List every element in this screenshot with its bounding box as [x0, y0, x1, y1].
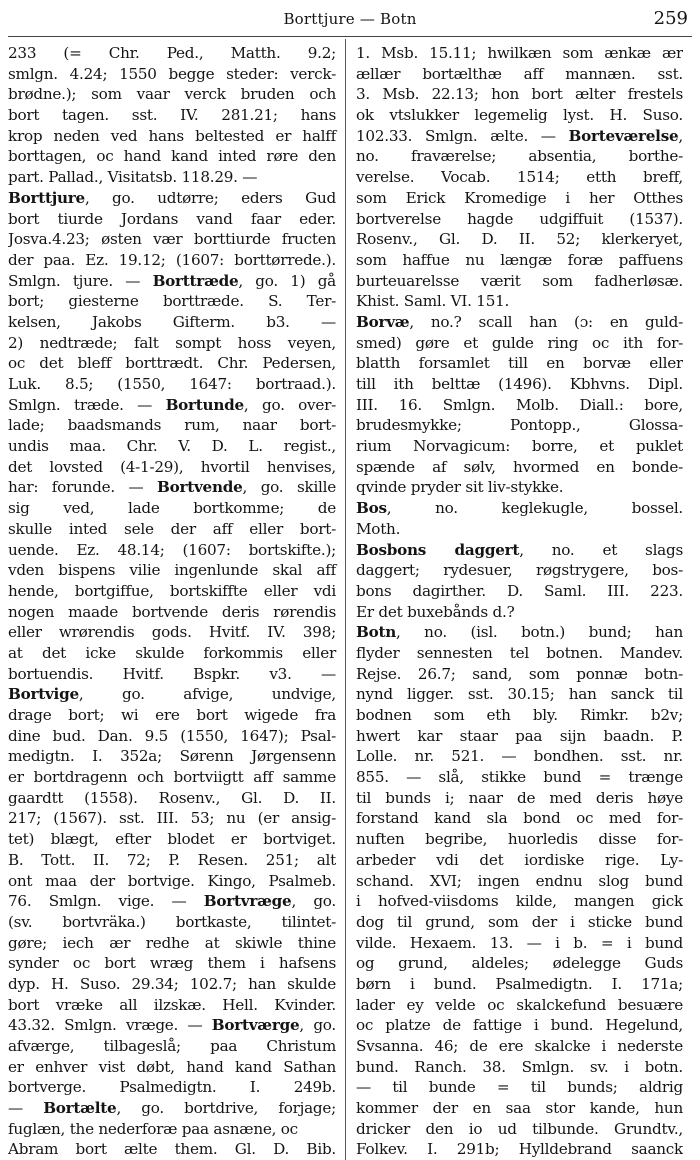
text-line: Bortvige, go. afvige, undvige,: [8, 685, 336, 704]
text-line: kommer der en saa stor kande, hun: [356, 1099, 683, 1118]
text-line: i hofved-viisdoms kilde, mangen gick: [356, 892, 683, 911]
text-line: Abram bort ælte them. Gl. D. Bib.: [8, 1140, 336, 1159]
text-line: fuglæn, the nederforæ paa asnæne, oc: [8, 1119, 298, 1138]
text-line: arbeder vdi det iordiske rige. Ly-: [356, 850, 683, 869]
text-line: bort tagen. sst. IV. 281.21; hans: [8, 106, 336, 125]
text-line: dyp. H. Suso. 29.34; 102.7; han skulde: [8, 974, 336, 993]
left-column: [8, 43, 345, 1160]
text-line: spænde af sølv, hvormed en bonde-: [356, 457, 683, 476]
text-line: till ith belttæ (1496). Kbhvns. Dipl.: [356, 375, 683, 393]
text-line: Rejse. 26.7; sand, som ponnæ botn-: [356, 664, 683, 683]
text-line: Borvæ, no.? scall han (ɔ: en guld-: [356, 312, 683, 331]
text-line: medigtn. I. 352a; Sørenn Jørgensenn: [8, 747, 336, 766]
text-line: qvinde pryder sit liv-stykke.: [356, 478, 564, 497]
text-line: undis maa. Chr. V. D. L. regist.,: [8, 437, 336, 456]
text-line: 102.33. Smlgn. ælte. — Borteværelse,: [356, 126, 683, 145]
text-line: Khist. Saml. VI. 151.: [356, 292, 510, 311]
text-line: at det icke skulde forkommis eller: [8, 643, 336, 662]
headword: Bortvræge: [203, 892, 292, 911]
text-line: skulle inted sele der aff eller bort-: [8, 519, 336, 538]
text-line: Botn, no. (isl. botn.) bund; han: [356, 623, 683, 642]
text-line: Rosenv., Gl. D. II. 52; klerkeryet,: [356, 230, 683, 249]
text-line: hende, bortgiffue, bortskiffte eller vdi: [8, 581, 336, 600]
text-line: nogen maade bortvende deris rørendis: [8, 602, 336, 621]
text-line: som Erick Kromedige i her Otthes: [356, 188, 683, 207]
text-line: kelsen, Jakobs Gifterm. b3. —: [8, 312, 336, 331]
text-line: Josva.4.23; østen vær borttiurde fructen: [8, 230, 336, 249]
text-line: smed) gøre et gulde ring oc ith for-: [356, 333, 683, 352]
running-header: [8, 6, 692, 37]
text-line: flyder sennesten tel botnen. Mandev.: [356, 643, 683, 662]
text-line: Bos, no. keglekugle, bossel.: [356, 499, 683, 518]
text-line: lader ey velde oc skalckefund besuære: [356, 995, 683, 1014]
right-column: [346, 43, 683, 1160]
text-line: Moth.: [356, 519, 401, 538]
text-line: dine bud. Dan. 9.5 (1550, 1647); Psal-: [8, 726, 336, 745]
text-line: smlgn. 4.24; 1550 begge steder: verck-: [8, 64, 336, 83]
text-line: Bosbons daggert, no. et slags: [356, 540, 683, 559]
headword: Bos: [356, 499, 387, 518]
headword: Borttjure: [8, 188, 85, 207]
headword: Bortvende: [157, 478, 243, 497]
text-line: 855. — slå, stikke bund = trænge: [356, 768, 683, 787]
text-line: part. Pallad., Visitatsb. 118.29. —: [8, 168, 258, 187]
text-line: B. Tott. II. 72; P. Resen. 251; alt: [8, 850, 336, 869]
text-line: 3. Msb. 22.13; hon bort ælter frestels: [356, 85, 683, 104]
text-line: 43.32. Smlgn. vræge. — Bortværge, go.: [8, 1016, 336, 1035]
text-line: ont maa der bortvige. Kingo, Psalmeb.: [8, 871, 336, 890]
text-line: Luk. 8.5; (1550, 1647: bortraad.).: [8, 375, 336, 393]
text-line: bodnen som eth bly. Rimkr. b2v;: [356, 706, 683, 724]
text-line: (sv. bortvräka.) bortkaste, tilintet-: [8, 912, 336, 931]
text-line: 233 (= Chr. Ped., Matth. 9.2;: [8, 44, 336, 62]
running-head-title: Borttjure — Botn: [283, 10, 417, 28]
headword: Bosbons daggert: [356, 540, 520, 559]
text-line: vden bispens vilie ingenlunde skal aff: [8, 561, 336, 580]
text-line: no. fraværelse; absentia, borthe-: [356, 147, 683, 166]
headword: Bortunde: [165, 395, 244, 414]
text-line: og grund, aldeles; ødelegge Guds: [356, 954, 683, 973]
text-line: børn i bund. Psalmedigtn. I. 171a;: [356, 974, 683, 993]
text-line: 1. Msb. 15.11; hwilkæn som ænkæ ær: [356, 44, 683, 62]
text-line: tet) blægt, efter blodet er bortviget.: [8, 830, 336, 849]
text-line: er enhver vist døbt, hand kand Sathan: [8, 1057, 336, 1076]
text-line: brudesmykke; Pontopp., Glossa-: [356, 416, 683, 435]
text-line: schand. XVI; ingen endnu slog bund: [356, 871, 683, 890]
text-line: til bunds i; naar de med deris høye: [356, 788, 683, 807]
text-line: bort; giesterne borttræde. S. Ter-: [8, 292, 336, 311]
text-line: bortverelse hagde udgiffuit (1537).: [356, 209, 683, 228]
headword: Borteværelse: [568, 126, 679, 145]
text-line: det lovsted (4-1-29), hvortil henvises,: [8, 457, 336, 476]
headword: Bortælte: [43, 1099, 117, 1118]
text-line: dricker den io ud tilbunde. Grundtv.,: [356, 1119, 683, 1138]
text-line: Er det buxebånds d.?: [356, 602, 515, 621]
text-line: Smlgn. træde. — Bortunde, go. over-: [8, 395, 336, 414]
text-line: brødne.); som vaar verck bruden och: [8, 85, 336, 104]
text-line: eller wrørendis gods. Hvitf. IV. 398;: [8, 623, 336, 642]
text-line: dog til grund, som der i sticke bund: [356, 912, 683, 931]
text-line: nuften begribe, huorledis disse for-: [356, 830, 683, 849]
text-line: gaardtt (1558). Rosenv., Gl. D. II.: [8, 788, 336, 807]
headword: Borvæ: [356, 312, 410, 331]
text-line: rium Norvagicum: borre, et puklet: [356, 437, 683, 456]
text-line: — til bunde = til bunds; aldrig: [356, 1078, 683, 1097]
text-line: hwert kar staar paa sijn baadn. P.: [356, 726, 683, 745]
text-line: gøre; iech ær redhe at skiwle thine: [8, 933, 336, 952]
headword: Bortværge: [211, 1016, 300, 1035]
text-line: bort tiurde Jordans vand faar eder.: [8, 209, 336, 228]
text-line: bort vræke all ilzskæ. Hell. Kvinder.: [8, 995, 336, 1014]
text-line: 2) nedtræde; falt sompt hoss veyen,: [8, 333, 336, 352]
text-line: ællær bortælthæ aff mannæn. sst.: [356, 64, 683, 83]
text-line: har: forunde. — Bortvende, go. skille: [8, 478, 337, 497]
text-line: oc platze de fattige i bund. Hegelund,: [356, 1016, 683, 1035]
text-line: forstand kand sla bond oc med for-: [356, 809, 683, 828]
text-line: Borttjure, go. udtørre; eders Gud: [8, 188, 336, 207]
text-line: bund. Ranch. 38. Smlgn. sv. i botn.: [356, 1057, 683, 1076]
text-line: synder oc bort wræg them i hafsens: [8, 954, 336, 973]
text-line: er bortdragenn och bortviigtt aff samme: [8, 768, 336, 787]
text-line: lade; baadsmands rum, naar bort-: [8, 416, 336, 435]
text-line: drage bort; wi ere bort wigede fra: [8, 706, 336, 724]
text-line: oc det bleff borttrædt. Chr. Pedersen,: [8, 354, 336, 373]
headword: Borttræde: [152, 271, 239, 290]
text-line: ok vtslukker legemelig lyst. H. Suso.: [356, 106, 683, 125]
text-line: bortuendis. Hvitf. Bspkr. v3. —: [8, 664, 336, 683]
text-line: Folkev. I. 291b; Hylldebrand saanck: [356, 1140, 683, 1159]
page-number: 259: [653, 8, 688, 29]
text-line: vilde. Hexaem. 13. — i b. = i bund: [356, 933, 683, 952]
text-line: afværge, tilbageslå; paa Christum: [8, 1037, 336, 1055]
text-line: Lolle. nr. 521. — bondhen. sst. nr.: [356, 747, 683, 766]
text-line: Svsanna. 46; de ere skalcke i nederste: [356, 1037, 683, 1055]
text-line: krop neden ved hans beltested er halff: [8, 126, 336, 145]
text-line: som haffue nu længæ foræ paffuens: [356, 250, 683, 269]
text-line: verelse. Vocab. 1514; etth breff,: [356, 168, 683, 187]
headword: Bortvige: [8, 685, 79, 704]
text-line: bortverge. Psalmedigtn. I. 249b.: [8, 1078, 336, 1097]
text-line: 217; (1567). sst. III. 53; nu (er ansig-: [8, 809, 336, 828]
headword: Botn: [356, 623, 397, 642]
text-line: uende. Ez. 48.14; (1607: bortskifte.);: [8, 540, 336, 559]
text-line: bons dagirther. D. Saml. III. 223.: [356, 581, 683, 600]
text-line: nynd ligger. sst. 30.15; han sanck til: [356, 685, 683, 704]
two-column-text: [8, 43, 692, 1160]
text-line: blatth forsamlet till en borvæ eller: [356, 354, 683, 373]
text-line: der paa. Ez. 19.12; (1607: borttørrede.).: [8, 250, 336, 269]
text-line: burteuarelsse værit som fadherløsæ.: [356, 271, 683, 290]
text-line: III. 16. Smlgn. Molb. Diall.: bore,: [356, 395, 683, 414]
text-line: sig ved, lade bortkomme; de: [8, 499, 336, 518]
text-line: — Bortælte, go. bortdrive, forjage;: [8, 1099, 336, 1118]
text-line: 76. Smlgn. vige. — Bortvræge, go.: [8, 892, 336, 911]
text-line: daggert; rydesuer, røgstrygere, bos-: [356, 561, 683, 580]
text-line: Smlgn. tjure. — Borttræde, go. 1) gå: [8, 271, 336, 290]
text-line: borttagen, oc hand kand inted røre den: [8, 147, 336, 166]
